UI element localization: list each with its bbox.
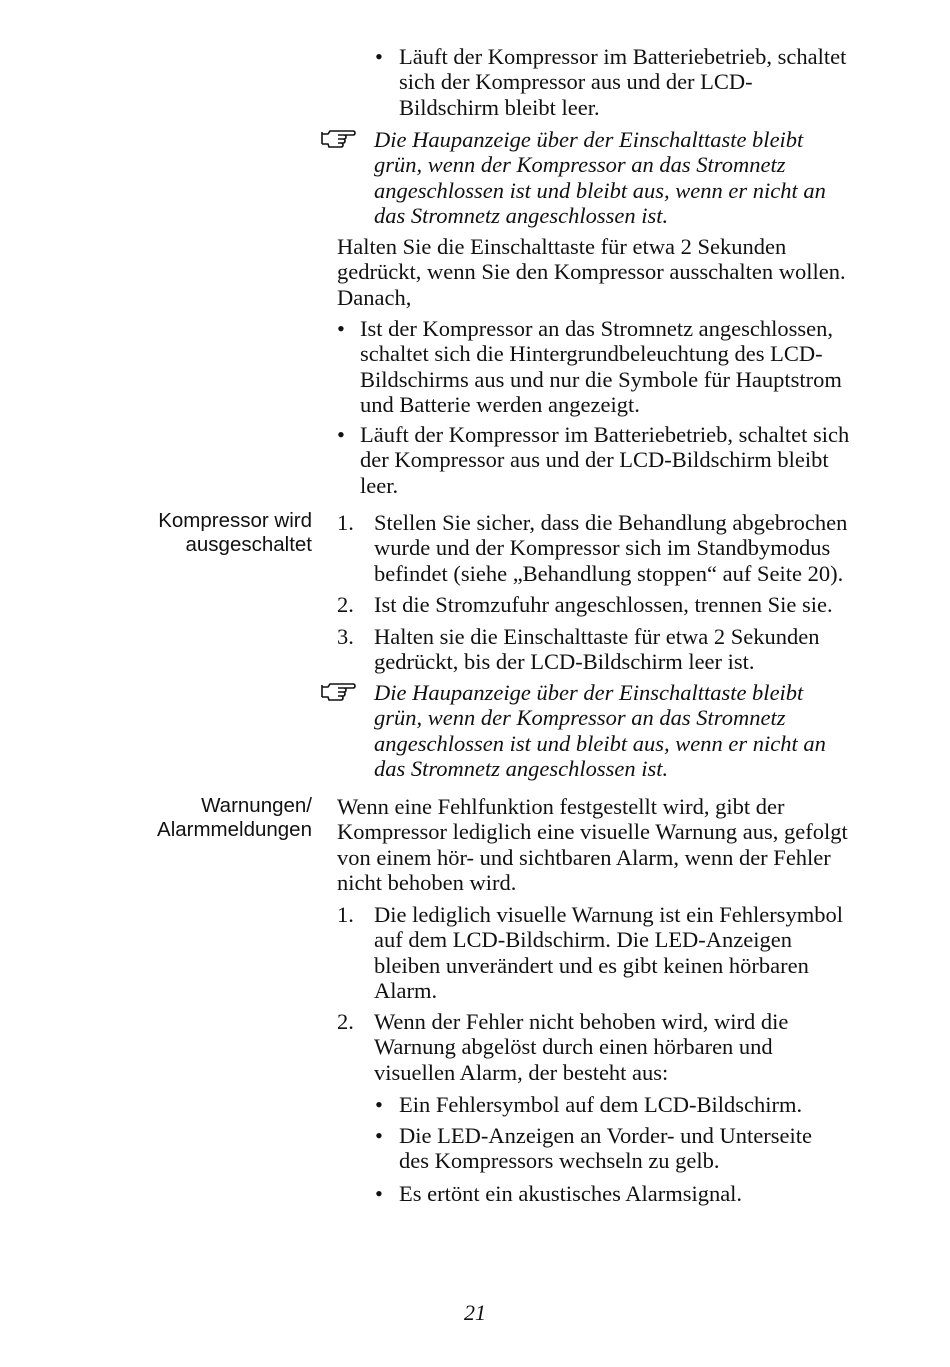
pointing-hand-icon: [320, 681, 356, 701]
bullet-mark: •: [375, 44, 383, 69]
page-number: 21: [464, 1300, 486, 1325]
step-text: Ist die Stromzufuhr angeschlossen, trennen Sie sie.: [374, 592, 833, 617]
step-number: 2.: [337, 1009, 354, 1034]
pointing-hand-icon: [320, 128, 356, 148]
step-text: Wenn der Fehler nicht behoben wird, wird die Warnung abgelöst durch einen hörbaren und visuellen Alarm, der besteht aus:: [374, 1009, 789, 1085]
step-number: 1.: [337, 902, 354, 927]
step-number: 3.: [337, 624, 354, 649]
top-bullet-text: Läuft der Kompressor im Batteriebetrieb, schaltet sich der Kompressor aus und der LCD-Bildschirm bleibt leer.: [399, 44, 847, 120]
note-text: Die Haupanzeige über der Einschalttaste bleibt grün, wenn der Kompressor an das Stromnetz angeschlossen ist und bleibt aus, wenn er nicht an das Stromnetz angeschlossen ist.: [374, 680, 826, 782]
step-text: Die lediglich visuelle Warnung ist ein Fehlersymbol auf dem LCD-Bildschirm. Die LED-Anzeigen bleiben unverändert und es gibt keinen hörbaren Alarm.: [374, 902, 843, 1004]
list-item: Es ertönt ein akustisches Alarmsignal.: [399, 1181, 743, 1206]
bullet-mark: •: [337, 316, 345, 341]
list-item: Die LED-Anzeigen an Vorder- und Unterseite des Kompressors wechseln zu gelb.: [399, 1123, 812, 1174]
step-number: 1.: [337, 510, 354, 535]
paragraph: Halten Sie die Einschalttaste für etwa 2 Sekunden gedrückt, wenn Sie den Kompressor ausschalten wollen. Danach,: [337, 234, 846, 310]
bullet-mark: •: [375, 1123, 383, 1148]
list-item: Läuft der Kompressor im Batteriebetrieb, schaltet sich der Kompressor aus und der LCD-Bildschirm bleibt leer.: [360, 422, 850, 498]
paragraph: Wenn eine Fehlfunktion festgestellt wird, gibt der Kompressor lediglich eine visuelle Warnung aus, gefolgt von einem hör- und sichtbaren Alarm, wenn der Fehler nicht behoben wird.: [337, 794, 848, 896]
list-item: Ist der Kompressor an das Stromnetz angeschlossen, schaltet sich die Hintergrundbeleuchtung des LCD-Bildschirms aus und nur die Symbole für Hauptstrom und Batterie werden angezeigt.: [360, 316, 842, 418]
bullet-mark: •: [375, 1181, 383, 1206]
section-heading: Warnungen/ Alarmmeldungen: [157, 794, 312, 841]
step-text: Halten sie die Einschalttaste für etwa 2 Sekunden gedrückt, bis der LCD-Bildschirm leer ist.: [374, 624, 820, 675]
step-text: Stellen Sie sicher, dass die Behandlung abgebrochen wurde und der Kompressor sich im Standbymodus befindet (siehe „Behandlung stoppen“ auf Seite 20).: [374, 510, 848, 586]
step-number: 2.: [337, 592, 354, 617]
list-item: Ein Fehlersymbol auf dem LCD-Bildschirm.: [399, 1092, 803, 1117]
note-text: Die Haupanzeige über der Einschalttaste bleibt grün, wenn der Kompressor an das Stromnetz angeschlossen ist und bleibt aus, wenn er nicht an das Stromnetz angeschlossen ist.: [374, 127, 826, 229]
section-heading: Kompressor wird ausgeschaltet: [158, 509, 312, 556]
bullet-mark: •: [337, 422, 345, 447]
bullet-mark: •: [375, 1092, 383, 1117]
